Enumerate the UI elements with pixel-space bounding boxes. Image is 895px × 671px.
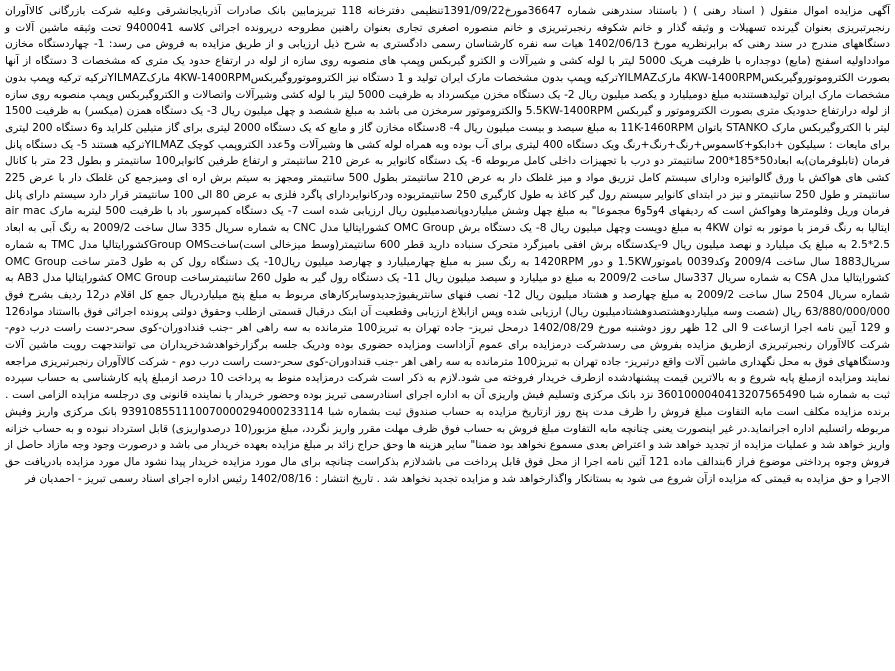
notice-title: آگهی مزایده اموال منقول ( اسناد رهنی ) bbox=[693, 5, 890, 17]
auction-notice: آگهی مزایده اموال منقول ( اسناد رهنی ) ) باستناد سندرهنی شماره 36647مورخ1391/09/22تنظیمی دفترخانه 118 تبریزمابین بانک صادرات آذربایجانشرقی وعلیه شرکت بازرگانی کالاآوران رنجبرتبریزی بعنوان گیرنده تسهیلات و وثیقه گذار و خانم شکوفه رنجبرتبریزی و خانم منصوره اصغری تجاری بعنوان راهنین مطروحه درپرونده اجرائی کلاسه 9400041 تحت وثیقه ماشین آلات و دستگاههای مندرج در سند رهنی که برابرنظریه مورخ 1402/06/13 هیات سه نفره کارشناسان رسمی دادگستری به شرح ذیل ارزیابی و از طریق مزایده به فروش می رسد: 1- چهاردستگاه مخازن موادداولیه اسفنج (مایع) دوجداره با ظرفیت هریک 5000 لیتر با لوله کشی و شیرآلات و الکترو گیربکس وپمپ های منصوبه روی سازه از لوله در ارتفاع حدود یک متری که مشخصات 3 دستگاه از آنها بصورت الکتروموتوروگیربکس4KW-1400RPM مارکYILMAZترکیه وپمپ بدون مشخصات مارک ایران تولید و 1 دستگاه نیز الکتروموتوروگیربکس4KW-1400RPM مارکYILMAZترکیه ترکیه وپمپ بدون مشخصات مارک ایران تولیدهستندبه مبلغ دومیلیارد و یکصد میلیون ریال 2- یک دستگاه مخزن میکسرداد به ظرفیت 5000 لیتر با لوله کشی وشیرآلات واتصالات و الکتروگیربکس وپمپ منصوبه روی سازه از لوله درارتفاع حدودیک متری بصورت الکتروموتور و گیربکس 5.5KW-1400RPM والکتروموتور سرمخزن می باشد به مبلغ ششصد و چهل میلیون ریال 3- یک دستگاه همزن (میکسر) به ظرفیت 1500 لیتر با الکتروگیربکس مارک STANKO باتوان 11K-1460RPM به مبلغ سیصد و بیست میلیون ریال 4- 8دستگاه مخازن گاز و مایع که یک دستگاه 2000 لیتری برای گاز متیلین کلراید و6 دستگاه 200 لیتری برای مایعات : سیلیکون +دابکو+کاسموس+رنگ+رنگ+رنگ ویک دستگاه 400 لیتری برای آب بوده وبه همراه لوله کشی ها وشیرآلات و5عدد الکتروپمپ کوچک YILMAZترکیه هستند 5- یک دستگاه پانل فرمان (تابلوفرمان)به ابعاد50*185*200 سانتیمتر دو درب با تجهیزات داخلی کامل مربوطه 6- یک دستگاه کانوایر به عرض 210 سانتیمتر و ارتفاع طرفین کانوایر100 سانتیمتر و بطول 23 متر با کانال کشی های هواکش با ورق گالوانیزه ودارای سیستم کامل تزریق مواد و میز غلطک دار به عرض 210 سانتیمتر بطول 500 سانتیمتر ومجهز به سیتم برش اره ای ومیزجمع کن غلطک دار با عرض 225 سانتیمتر و طول 250 سانتیمتر و نیز در ابتدای کانوایر سیستم رول گیر کاغذ به طول کارگیری 250 سانتیمتربوده ودرکانوایردارای پاگرد فلزی به عرض 80 الی 100 سانتیمتر قرار دارد سیستم دارای پانل فرمان وریل وفلومترها وهواکش است که ردیفهای 4و5و6 مجموعا" به مبلغ چهل وشش میلیاردوپانصدمیلیون ریال ارزیابی شده است 7- یک دستگاه کمپرسور باد با ظرفیت 500 لیتربه مارک air mac ایتالیا به رنگ قرمز با موتور به توان 4KW به مبلغ دویست وچهل میلیون ریال 8- یک دستگاه برش OMC Group کشورایتالیا مدل CNC به شماره سریال 335 سال ساخت 2009/2 به رنگ آبی به ابعاد 2.5*2.5 به مبلغ یک میلیارد و نهصد میلیون ریال 9-یکدستگاه برش افقی بامیزگرد متحرک سنباده دارید قطر 600 سانتیمتر(وسط میزخالی است)ساختGroup OMSکشورایتالیا مدل TMC به شماره سریال1883 سال ساخت 2009/4 وکد0039 باموتور1.5KW و دور 1420RPM به رنگ سبز به مبلغ چهارمیلیارد و چهارصد میلیون ریال10- یک دستگاه رول کن به طول 3متر ساخت OMC Group کشورایتالیا مدل CSA به شماره سریال 337سال ساخت 2009/2 به مبلغ دو میلیارد و سیصد میلیون ریال 11- یک دستگاه رول گیر به طول 260 سانتیمترساخت OMC Group کشورایتالیا مدل AB3 به شماره سریال 2504 سال ساخت 2009/2 به مبلغ چهارصد و هشتاد میلیون ریال 12- نصب فنهای سانتریفیوژجدیدوسایرکارهای مربوط به مبلغ پنج میلیاردریال جمع کل اقلام در12 ردیف بشرح فوق 63/880/000/000 ریال (شصت وسه میلیاردوهشتصدوهشتادمیلیون ریال) ارزیابی شده وپس ازابلاغ ارزیابی وقطعیت آن ابتک درقبال قسمتی ازطلب وحقوق دولتی پرونده اجرائی فوق بااستناد مواد126 و 129 آیین نامه اجرا ازساعت 9 الی 12 ظهر روز دوشنبه مورخ 1402/08/29 درمحل تبریز- جاده تهران به تبریز100 مترمانده به سه راهی اهر -جنب قندادوران-کوی سحر-دست راست درب دوم- شرکت کالاآوران رنجبرتبریزی ازطریق مزایده بفروش می رسدشرکت درمزایده برای عموم آزاداست ومزایده حضوری بوده ودریک جلسه برگزارخواهدشدخریداران می توانندجهت رویت ماشین آلات ودستگاههای فوق به محل نگهداری ماشین آلات واقع درتبریز- جاده تهران به تبریز100 مترمانده به سه راهی اهر -جنب قندادوران-کوی سحر-دست راست درب دوم - شرکت کالاآوران رنجبرتبریزی مراجعه نمایند ومزایده ازمبلغ پایه شروع و به بالاترین قیمت پیشنهادشده ازطرف خریدار فروخته می شود.لازم به ذکر است شرکت درمزایده منوط به پرداخت 10 درصد ازمبلغ پایه کارشناسی به حساب سپرده ثبت به شماره شبا 3601000040413207565490 نزد بانک مرکزی وتسلیم فیش واریزی آن به اداره اجرای اسنادرسمی تبریز بوده وحضور خریدار یا نماینده قانونی وی درجلسه مزایده الزامی است . برنده مزایده مکلف است مابه التفاوت مبلغ فروش را ظرف مدت پنج روز ازتاریخ مزایده به حساب صندوق ثبت بشماره شبا 939108551110070000294000233114 بانک مرکزی واریز وفیش مربوطه راتسلیم اداره اجرانماید.در غیر اینصورت یعنی چنانچه مابه التفاوت مبلغ فروش به حساب فوق ظرف مهلت مقرر واریز نگردد، مبلغ مزبور(10 درصدواریزی) قابل استرداد نبوده و به حساب خزانه واریز خواهد شد و عملیات مزایده از تجدید خواهد شد و اعتراض بعدی مسموع نخواهد بود ضمنا" سایر هزینه ها وحق حراج زائد بر مبلغ مزایده بعهده خریدار می باشد و درصورت وجود وجه مازاد حاصل از فروش وجوه پرداختی موضوع فراز 6بندالف ماده 121 آئین نامه اجرا از محل فوق قابل پرداخت می باشدلازم بذکراست چنانچه برای مال مورد مزایده خریدار پیدا نشود مال مورد مزایده بادریافت حق الاجرا و حق مزایده به قیمتی که مزایده ازآن شروع می شود به بستانکار واگذارخواهد شد و مزایده تجدید نخواهد شد . تاریخ انتشار : 1402/08/16 رئیس اداره اجرای اسناد رسمی تبریز - احمدیان فر bbox=[5, 5, 891, 485]
notice-signature: رئیس اداره اجرای اسناد رسمی تبریز - احمدیان فر bbox=[25, 472, 248, 485]
notice-body: باستناد سندرهنی شماره 36647مورخ1391/09/22تنظیمی دفترخانه 118 تبریزمابین بانک صادرات آذربایجانشرقی وعلیه شرکت بازرگانی کالاآوران رنجبرتبریزی بعنوان گیرنده تسهیلات و وثیقه گذار و خانم شکوفه رنجبرتبریزی و خانم منصوره اصغری تجاری بعنوان راهنین مطروحه درپرونده اجرائی کلاسه 9400041 تحت وثیقه ماشین آلات و دستگاههای مندرج در سند رهنی که برابرنظریه مورخ 1402/06/13 هیات سه نفره کارشناسان رسمی دادگستری به شرح ذیل ارزیابی و از طریق مزایده به فروش می رسد: 1- چهاردستگاه مخازن موادداولیه اسفنج (مایع) دوجداره با ظرفیت هریک 5000 لیتر با لوله کشی و شیرآلات و الکترو گیربکس وپمپ های منصوبه روی سازه از لوله در ارتفاع حدود یک متری که مشخصات 3 دستگاه از آنها بصورت الکتروموتوروگیربکس4KW-1400RPM مارکYILMAZترکیه وپمپ بدون مشخصات مارک ایران تولید و 1 دستگاه نیز الکتروموتوروگیربکس4KW-1400RPM مارکYILMAZترکیه ترکیه وپمپ بدون مشخصات مارک ایران تولیدهستندبه مبلغ دومیلیارد و یکصد میلیون ریال 2- یک دستگاه مخزن میکسرداد به ظرفیت 5000 لیتر با لوله کشی وشیرآلات واتصالات و الکتروگیربکس وپمپ منصوبه روی سازه از لوله درارتفاع حدودیک متری بصورت الکتروموتور و گیربکس 5.5KW-1400RPM والکتروموتور سرمخزن می باشد به مبلغ ششصد و چهل میلیون ریال 3- یک دستگاه همزن (میکسر) به ظرفیت 1500 لیتر با الکتروگیربکس مارک STANKO باتوان 11K-1460RPM به مبلغ سیصد و بیست میلیون ریال 4- 8دستگاه مخازن گاز و مایع که یک دستگاه 2000 لیتری برای گاز متیلین کلراید و6 دستگاه 200 لیتری برای مایعات : سیلیکون +دابکو+کاسموس+رنگ+رنگ+رنگ ویک دستگاه 400 لیتری برای آب بوده وبه همراه لوله کشی ها وشیرآلات و5عدد الکتروپمپ کوچک YILMAZترکیه هستند 5- یک دستگاه پانل فرمان (تابلوفرمان)به ابعاد50*185*200 سانتیمتر دو درب با تجهیزات داخلی کامل مربوطه 6- یک دستگاه کانوایر به عرض 210 سانتیمتر و ارتفاع طرفین کانوایر100 سانتیمتر و بطول 23 متر با کانال کشی های هواکش با ورق گالوانیزه ودارای سیستم کامل تزریق مواد و میز غلطک دار به عرض 210 سانتیمتر بطول 500 سانتیمتر ومجهز به سیتم برش اره ای ومیزجمع کن غلطک دار با عرض 225 سانتیمتر و طول 250 سانتیمتر و نیز در ابتدای کانوایر سیستم رول گیر کاغذ به طول کارگیری 250 سانتیمتربوده ودرکانوایردارای پاگرد فلزی به عرض 80 الی 100 سانتیمتر قرار دارد سیستم دارای پانل فرمان وریل وفلومترها وهواکش است که ردیفهای 4و5و6 مجموعا" به مبلغ چهل وشش میلیاردوپانصدمیلیون ریال ارزیابی شده است 7- یک دستگاه کمپرسور باد با ظرفیت 500 لیتربه مارک air mac ایتالیا به رنگ قرمز با موتور به توان 4KW به مبلغ دویست وچهل میلیون ریال 8- یک دستگاه برش OMC Group کشورایتالیا مدل CNC به شماره سریال 335 سال ساخت 2009/2 به رنگ آبی به ابعاد 2.5*2.5 به مبلغ یک میلیارد و نهصد میلیون ریال 9-یکدستگاه برش افقی بامیزگرد متحرک سنباده دارید قطر 600 سانتیمتر(وسط میزخالی است)ساختGroup OMSکشورایتالیا مدل TMC به شماره سریال1883 سال ساخت 2009/4 وکد0039 باموتور1.5KW و دور 1420RPM به رنگ سبز به مبلغ چهارمیلیارد و چهارصد میلیون ریال10- یک دستگاه رول کن به طول 3متر ساخت OMC Group کشورایتالیا مدل CSA به شماره سریال 337سال ساخت 2009/2 به مبلغ دو میلیارد و سیصد میلیون ریال 11- یک دستگاه رول گیر به طول 260 سانتیمترساخت OMC Group کشورایتالیا مدل AB3 به شماره سریال 2504 سال ساخت 2009/2 به مبلغ چهارصد و هشتاد میلیون ریال 12- نصب فنهای سانتریفیوژجدیدوسایرکارهای مربوط به مبلغ پنج میلیاردریال جمع کل اقلام در12 ردیف بشرح فوق 63/880/000/000 ریال (شصت وسه میلیاردوهشتصدوهشتادمیلیون ریال) ارزیابی شده وپس ازابلاغ ارزیابی وقطعیت آن ابتک درقبال قسمتی ازطلب وحقوق دولتی پرونده اجرائی فوق بااستناد مواد126 و 129 آیین نامه اجرا ازساعت 9 الی 12 ظهر روز دوشنبه مورخ 1402/08/29 درمحل تبریز- جاده تهران به تبریز100 مترمانده به سه راهی اهر -جنب قندادوران-کوی سحر-دست راست درب دوم- شرکت کالاآوران رنجبرتبریزی ازطریق مزایده بفروش می رسدشرکت درمزایده برای عموم آزاداست ومزایده حضوری بوده ودریک جلسه برگزارخواهدشدخریداران می توانندجهت رویت ماشین آلات ودستگاههای فوق به محل نگهداری ماشین آلات واقع درتبریز- جاده تهران به تبریز100 مترمانده به سه راهی اهر -جنب قندادوران-کوی سحر-دست راست درب دوم - شرکت کالاآوران رنجبرتبریزی مراجعه نمایند ومزایده ازمبلغ پایه شروع و به بالاترین قیمت پیشنهادشده ازطرف خریدار فروخته می شود.لازم به ذکر است شرکت درمزایده منوط به پرداخت 10 درصد ازمبلغ پایه کارشناسی به حساب سپرده ثبت به شماره شبا 3601000040413207565490 نزد بانک مرکزی وتسلیم فیش واریزی آن به اداره اجرای اسنادرسمی تبریز بوده وحضور خریدار یا نماینده قانونی وی درجلسه مزایده الزامی است . برنده مزایده مکلف است مابه التفاوت مبلغ فروش را ظرف مدت پنج روز ازتاریخ مزایده به حساب صندوق ثبت بشماره شبا 939108551110070000294000233114 بانک مرکزی واریز وفیش مربوطه راتسلیم اداره اجرانماید.در غیر اینصورت یعنی چنانچه مابه التفاوت مبلغ فروش به حساب فوق ظرف مهلت مقرر واریز نگردد، مبلغ مزبور(10 درصدواریزی) قابل استرداد نبوده و به حساب خزانه واریز خواهد شد و عملیات مزایده از تجدید خواهد شد و اعتراض بعدی مسموع نخواهد بود ضمنا" سایر هزینه ها وحق حراج زائد بر مبلغ مزایده بعهده خریدار می باشد و درصورت وجود وجه مازاد حاصل از فروش وجوه پرداختی موضوع فراز 6بندالف ماده 121 آئین نامه اجرا از محل فوق قابل پرداخت می باشدلازم بذکراست چنانچه برای مال مورد مزایده خریدار پیدا نشود مال مورد مزایده بادریافت حق الاجرا و حق مزایده به قیمتی که مزایده ازآن شروع می شود به بستانکار واگذارخواهد شد و مزایده تجدید نخواهد شد . تاریخ انتشار : 1402/08/16 bbox=[5, 5, 891, 485]
